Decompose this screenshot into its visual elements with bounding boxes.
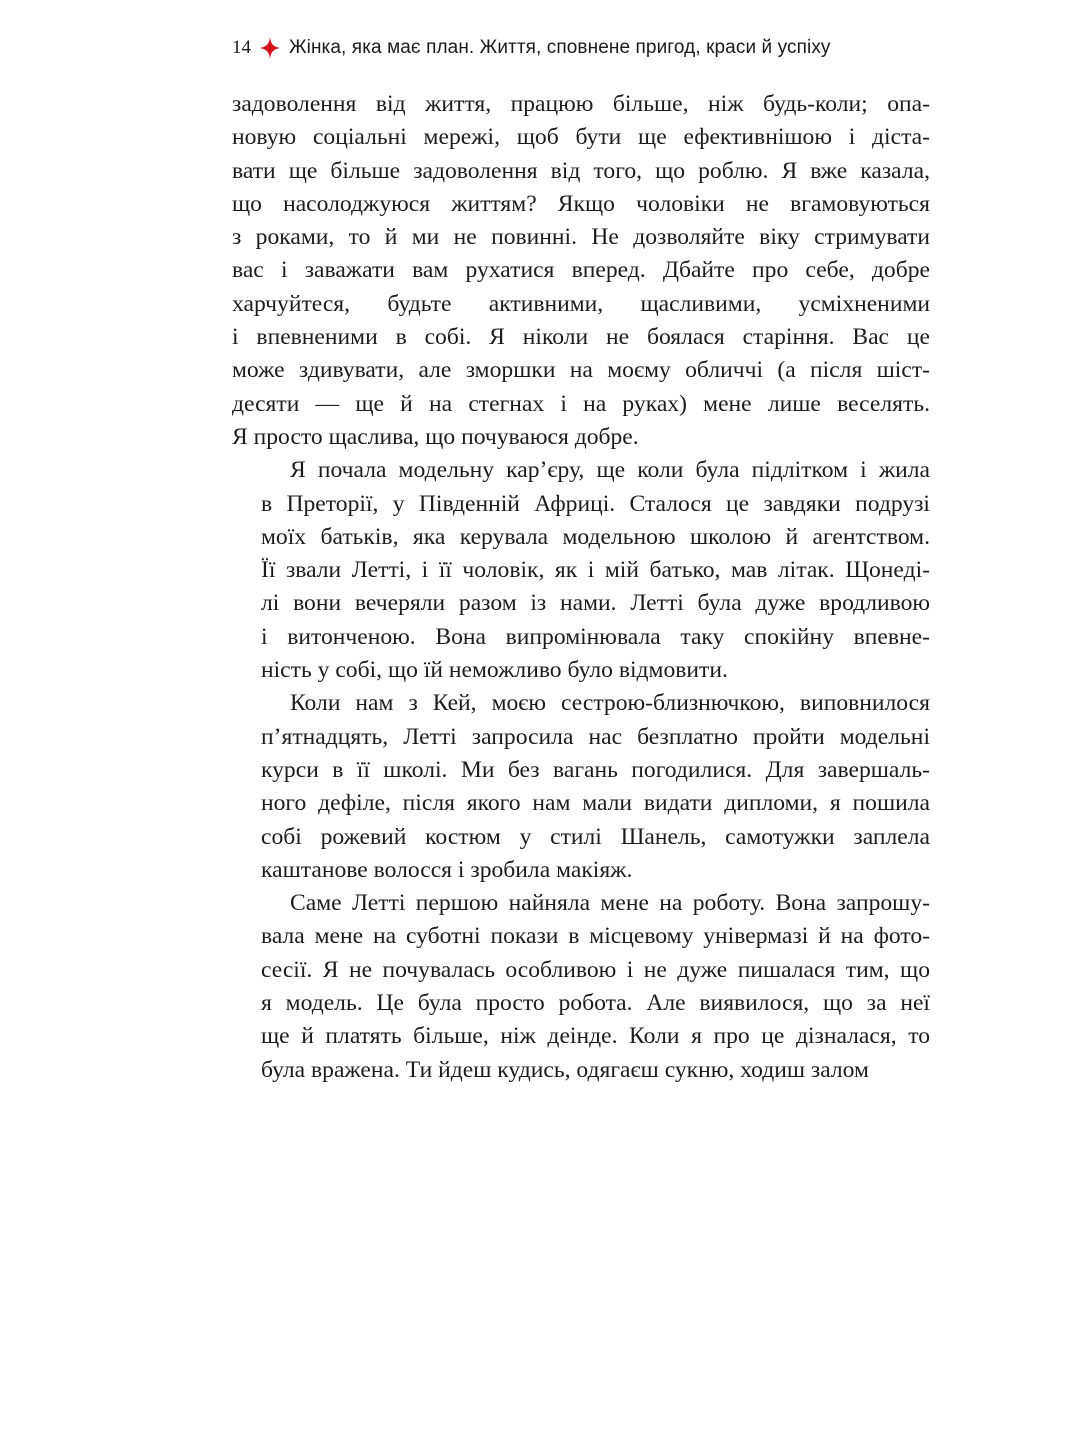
text-line: Я просто щаслива, що почуваюся добре. <box>232 423 639 450</box>
text-line: Коли нам з Кей, моєю сестрою-близнючкою, виповнилося <box>290 690 930 717</box>
text-line: Її звали Летті, і її чоловік, як і мій батько, мав літак. Щонеді- <box>261 557 930 584</box>
text-line: собі рожевий костюм у стилі Шанель, самотужки заплела <box>261 823 930 850</box>
text-line: з роками, то й ми не повинні. Не дозволяйте віку стримувати <box>232 224 930 251</box>
text-line: курси в її школі. Ми без вагань погодилися. Для завершаль- <box>261 756 930 783</box>
text-line: в Преторії, у Південній Африці. Сталося це завдяки подрузі <box>261 490 930 517</box>
page-number: 14 <box>232 37 251 58</box>
text-line: новую соціальні мережі, щоб бути ще ефективнішою і діста- <box>232 124 930 151</box>
paragraph <box>232 88 930 454</box>
text-line: ще й платять більше, ніж деінде. Коли я про це дізналася, то <box>261 1023 930 1050</box>
paragraph <box>232 454 930 687</box>
text-line: була вражена. Ти йдеш кудись, одягаєш сукню, ходиш залом <box>261 1056 869 1083</box>
text-line: харчуйтеся, будьте активними, щасливими, усміхненими <box>232 290 930 317</box>
red-star-ornament-icon <box>259 37 281 59</box>
text-line: сесії. Я не почувалась особливою і не дуже пишалася тим, що <box>261 956 930 983</box>
text-line: каштанове волосся і зробила макіяж. <box>261 856 633 883</box>
text-line: десяти — ще й на стегнах і на руках) мене лише веселять. <box>232 390 930 417</box>
text-line: і впевненими в собі. Я ніколи не боялася старіння. Вас це <box>232 324 930 351</box>
running-head <box>232 33 932 63</box>
text-line: задоволення від життя, працюю більше, ніж будь-коли; опа- <box>232 91 930 117</box>
text-line: моїх батьків, яка керувала модельною школою й агентством. <box>261 523 930 550</box>
text-line: п’ятнадцять, Летті запросила нас безплатно пройти модельні <box>261 723 930 750</box>
text-line: ність у собі, що їй неможливо було відмовити. <box>261 657 728 684</box>
text-line: що насолоджуюся життям? Якщо чоловіки не вгамовуються <box>232 190 930 217</box>
paragraph <box>232 887 930 1087</box>
text-line: ного дефіле, після якого нам мали видати дипломи, я пошила <box>261 790 930 817</box>
text-line: і витонченою. Вона випромінювала таку спокійну впевне- <box>261 623 930 650</box>
running-head-title: Жінка, яка має план. Життя, сповнене пригод, краси й успіху <box>289 37 831 58</box>
text-line: лі вони вечеряли разом із нами. Летті була дуже вродливою <box>261 590 930 617</box>
text-line: Саме Летті першою найняла мене на роботу. Вона запрошу- <box>290 890 930 917</box>
text-line: Я почала модельну кар’єру, ще коли була підлітком і жила <box>290 457 930 484</box>
text-line: вас і заважати вам рухатися вперед. Дбайте про себе, добре <box>232 257 930 284</box>
text-line: я модель. Це була просто робота. Але виявилося, що за неї <box>261 990 930 1017</box>
text-line: вала мене на суботні покази в місцевому універмазі й на фото- <box>261 923 930 950</box>
body-text <box>232 88 930 1087</box>
text-line: може здивувати, але зморшки на моєму обличчі (а після шіст- <box>232 357 930 384</box>
paragraph <box>232 687 930 887</box>
text-line: вати ще більше задоволення від того, що роблю. Я вже казала, <box>232 157 930 184</box>
